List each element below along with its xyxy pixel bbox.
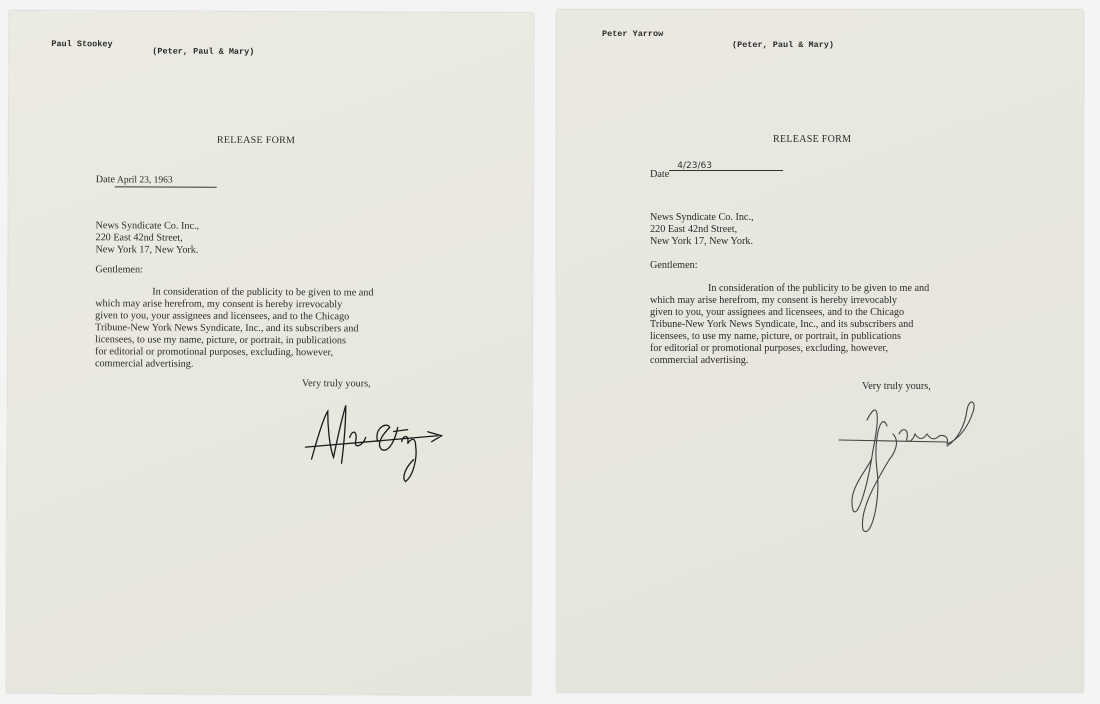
- closing: Very truly yours,: [301, 378, 371, 390]
- body-line: given to you, your assignees and licensees, and to the Chicago: [650, 307, 905, 318]
- address-line: News Syndicate Co. Inc.,: [95, 220, 200, 232]
- address-line: 220 East 42nd Street,: [95, 232, 183, 244]
- date-value: 4/23/63: [669, 160, 783, 171]
- salutation: Gentlemen:: [650, 260, 698, 271]
- address-block: [650, 212, 754, 248]
- form-title: RELEASE FORM: [216, 134, 296, 147]
- body-line: which may arise herefrom, my consent is hereby irrevocably: [650, 295, 897, 306]
- body-line: which may arise herefrom, my consent is hereby irrevocably: [95, 298, 343, 311]
- body-line: In consideration of the publicity to be given to me and: [708, 283, 930, 294]
- date-field: [96, 174, 217, 188]
- body-line: licensees, to use my name, picture, or portrait, in publications: [650, 331, 901, 342]
- body-paragraph: [650, 283, 929, 367]
- signer-name: Paul Stookey: [51, 39, 113, 50]
- address-block: [95, 220, 199, 256]
- body-line: commercial advertising.: [650, 355, 749, 366]
- date-label: Date: [650, 169, 670, 180]
- date-value: April 23, 1963: [115, 174, 217, 187]
- address-line: 220 East 42nd Street,: [650, 224, 738, 235]
- body-line: In consideration of the publicity to be given to me and: [152, 286, 374, 299]
- address-line: New York 17, New York.: [650, 236, 754, 247]
- salutation: Gentlemen:: [95, 264, 143, 276]
- body-line: given to you, your assignees and licensees, and to the Chicago: [95, 310, 350, 323]
- body-line: Tribune-New York News Syndicate, Inc., and its subscribers and: [650, 319, 914, 330]
- body-line: commercial advertising.: [94, 358, 194, 370]
- form-title: RELEASE FORM: [773, 134, 852, 145]
- signer-name: Peter Yarrow: [602, 29, 664, 39]
- group-name: (Peter, Paul & Mary): [152, 46, 255, 57]
- date-label: Date: [95, 174, 116, 186]
- body-line: for editorial or promotional purposes, excluding, however,: [650, 343, 889, 354]
- address-line: News Syndicate Co. Inc.,: [650, 212, 754, 223]
- body-line: for editorial or promotional purposes, excluding, however,: [94, 346, 334, 359]
- address-line: New York 17, New York.: [95, 244, 199, 256]
- release-form-page-stookey: [7, 11, 534, 695]
- signature-yarrow: [837, 390, 987, 540]
- group-name: (Peter, Paul & Mary): [732, 40, 835, 50]
- signature-stookey: [297, 397, 447, 488]
- date-field: [650, 161, 783, 181]
- body-paragraph: [95, 286, 374, 371]
- body-line: Tribune-New York News Syndicate, Inc., and its subscribers and: [95, 322, 359, 335]
- release-form-page-yarrow: [557, 10, 1083, 692]
- body-line: licensees, to use my name, picture, or portrait, in publications: [95, 334, 347, 347]
- closing: Very truly yours,: [862, 381, 931, 392]
